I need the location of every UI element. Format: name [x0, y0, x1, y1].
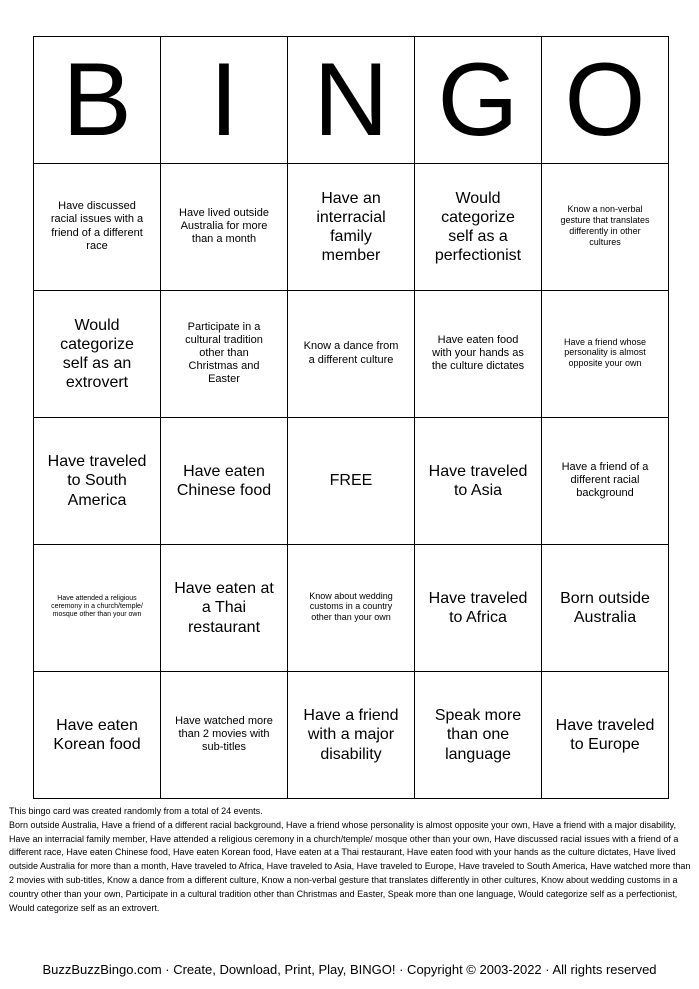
bingo-row-3	[34, 418, 669, 545]
bingo-cell-text: Have traveled to South America	[47, 453, 147, 509]
bingo-cell-text: Have lived outside Australia for more than a month	[179, 206, 269, 246]
bingo-cell-text: Have discussed racial issues with a friend of a different race	[50, 200, 144, 252]
bingo-cell[interactable]	[288, 545, 415, 672]
bingo-cell-text: Have attended a religious ceremony in a church/temple/ mosque other than your own	[51, 594, 143, 619]
site-footer: BuzzBuzzBingo.com · Create, Download, Print, Play, BINGO! · Copyright © 2003-2022 · All rights reserved	[42, 962, 657, 977]
bingo-cell[interactable]	[161, 418, 288, 545]
bingo-cell-text: Have eaten Chinese food	[176, 462, 272, 499]
bingo-row-4	[34, 545, 669, 672]
header-letter-b: B	[34, 37, 161, 164]
bingo-cell-text: Have eaten Korean food	[53, 716, 141, 753]
bingo-cell-text: Know a dance from a different culture	[303, 340, 399, 366]
bingo-cell[interactable]	[161, 291, 288, 418]
card-info-intro: This bingo card was created randomly from a total of 24 events.	[9, 806, 263, 816]
bingo-cell[interactable]	[415, 418, 542, 545]
bingo-cell[interactable]	[34, 164, 161, 291]
card-info	[9, 805, 691, 915]
bingo-cell-text: Would categorize self as a perfectionist	[434, 189, 522, 265]
bingo-cell-text: Have traveled to Africa	[428, 589, 528, 626]
bingo-grid	[33, 36, 669, 799]
bingo-cell[interactable]	[542, 418, 669, 545]
bingo-cell-text: Have an interracial family member	[316, 189, 386, 265]
bingo-cell[interactable]	[34, 418, 161, 545]
bingo-row-5	[34, 672, 669, 799]
bingo-cell[interactable]	[288, 291, 415, 418]
bingo-cell[interactable]	[415, 545, 542, 672]
bingo-cell[interactable]	[161, 545, 288, 672]
bingo-cell[interactable]	[415, 291, 542, 418]
bingo-cell-text: Have eaten at a Thai restaurant	[174, 580, 274, 636]
free-cell[interactable]	[288, 418, 415, 545]
free-cell-text: FREE	[329, 472, 373, 490]
bingo-cell[interactable]	[288, 672, 415, 799]
header-letter-n: N	[288, 37, 415, 164]
bingo-cell-text: Know about wedding customs in a country other than your own	[309, 590, 393, 623]
bingo-cell-text: Speak more than one language	[434, 707, 522, 763]
bingo-cell[interactable]	[542, 672, 669, 799]
bingo-cell[interactable]	[415, 672, 542, 799]
bingo-cell-text: Would categorize self as an extrovert	[60, 316, 134, 392]
bingo-cell-text: Know a non-verbal gesture that translates differently in other cultures	[560, 204, 650, 247]
header-letter-o: O	[542, 37, 669, 164]
bingo-cell[interactable]	[288, 164, 415, 291]
bingo-cell-text: Have a friend of a different racial background	[561, 460, 649, 500]
card-info-events: Born outside Australia, Have a friend of a different racial background, Have a friend whose personality is almost opposite your own, Have a friend with a major disability, Have an interracial family member, Have attended a religious ceremony in a church/temple/ mosque other than your own, Have discussed racial issues with a friend of a different race, Have eaten Chinese food, Have eaten Korean food, Have eaten at a Thai restaurant, Have eaten food with your hands as the culture dictates, Have lived outside Australia for more than a month, Have traveled to Africa, Have traveled to Asia, Have traveled to Europe, Have traveled to South America, Have watched more than 2 movies with sub-titles, Know a dance from a different culture, Know a non-verbal gesture that translates differently in other cultures, Know about wedding customs in a country other than your own, Participate in a cultural tradition other than Christmas and Easter, Speak more than one language, Would categorize self as a perfectionist, Would categorize self as an extrovert.	[9, 819, 691, 913]
bingo-row-1	[34, 164, 669, 291]
bingo-cell-text: Participate in a cultural tradition other than Christmas and Easter	[185, 320, 263, 386]
bingo-cell-text: Born outside Australia	[560, 589, 650, 626]
bingo-cell[interactable]	[34, 545, 161, 672]
bingo-card	[33, 36, 666, 795]
bingo-cell[interactable]	[415, 164, 542, 291]
header-row	[34, 37, 669, 164]
bingo-cell-text: Have eaten food with your hands as the culture dictates	[431, 333, 525, 373]
bingo-cell[interactable]	[34, 291, 161, 418]
bingo-cell[interactable]	[161, 672, 288, 799]
bingo-cell[interactable]	[161, 164, 288, 291]
header-letter-g: G	[415, 37, 542, 164]
bingo-cell-text: Have traveled to Europe	[555, 716, 655, 753]
bingo-cell-text: Have watched more than 2 movies with sub-titles	[175, 714, 273, 754]
bingo-row-2	[34, 291, 669, 418]
bingo-cell[interactable]	[542, 291, 669, 418]
bingo-cell[interactable]	[542, 545, 669, 672]
bingo-cell[interactable]	[34, 672, 161, 799]
bingo-cell[interactable]	[542, 164, 669, 291]
bingo-cell-text: Have traveled to Asia	[428, 462, 528, 499]
header-letter-i: I	[161, 37, 288, 164]
bingo-cell-text: Have a friend whose personality is almost opposite your own	[563, 336, 647, 369]
bingo-cell-text: Have a friend with a major disability	[303, 707, 399, 763]
